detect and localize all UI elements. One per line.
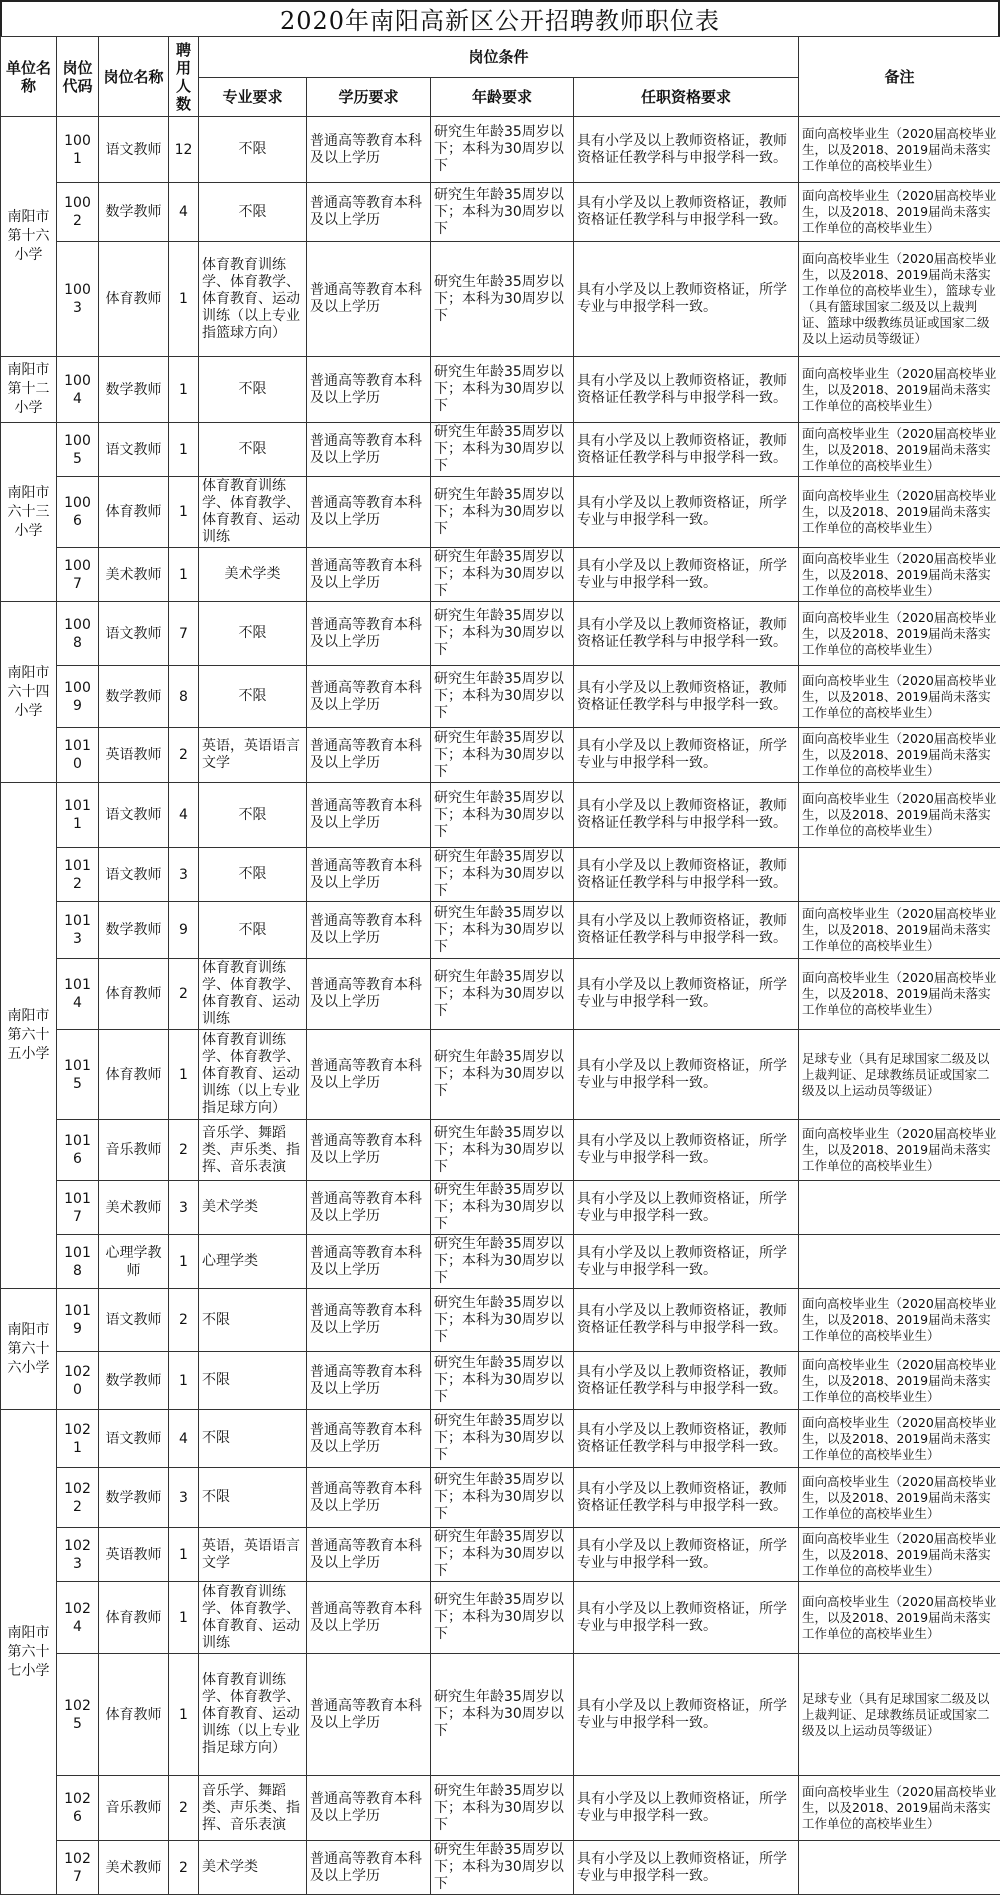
position-name-cell: 心理学教师 — [99, 1235, 169, 1289]
qualification-cell: 具有小学及以上教师资格证，教师资格证任教学科与申报学科一致。 — [574, 1289, 799, 1352]
qualification-cell: 具有小学及以上教师资格证，教师资格证任教学科与申报学科一致。 — [574, 848, 799, 902]
note-cell: 面向高校毕业生（2020届高校毕业生，以及2018、2019届尚未落实工作单位的高校毕业生） — [799, 423, 1000, 477]
header-qualification: 任职资格要求 — [574, 78, 799, 117]
hire-count-cell: 2 — [169, 728, 199, 783]
major-cell: 不限 — [199, 1289, 307, 1352]
position-code-cell: 1019 — [57, 1289, 99, 1352]
position-name-cell: 体育教师 — [99, 242, 169, 357]
age-cell: 研究生年龄35周岁以下；本科为30周岁以下 — [431, 902, 574, 959]
position-code-cell: 1016 — [57, 1120, 99, 1181]
position-name-cell: 美术教师 — [99, 1181, 169, 1235]
position-name-cell: 美术教师 — [99, 1841, 169, 1895]
position-name-cell: 体育教师 — [99, 1654, 169, 1776]
note-cell — [799, 1841, 1000, 1895]
hire-count-cell: 1 — [169, 1235, 199, 1289]
position-code-cell: 1001 — [57, 117, 99, 183]
hire-count-cell: 8 — [169, 666, 199, 728]
hire-count-cell: 4 — [169, 1410, 199, 1468]
hire-count-cell: 1 — [169, 1654, 199, 1776]
education-cell: 普通高等教育本科及以上学历 — [307, 728, 431, 783]
age-cell: 研究生年龄35周岁以下；本科为30周岁以下 — [431, 117, 574, 183]
table-row — [1, 357, 1000, 423]
age-cell: 研究生年龄35周岁以下；本科为30周岁以下 — [431, 1468, 574, 1528]
education-cell: 普通高等教育本科及以上学历 — [307, 183, 431, 242]
table-row — [1, 423, 1000, 477]
note-cell: 面向高校毕业生（2020届高校毕业生，以及2018、2019届尚未落实工作单位的高校毕业生） — [799, 1352, 1000, 1410]
position-code-cell: 1013 — [57, 902, 99, 959]
education-cell: 普通高等教育本科及以上学历 — [307, 1528, 431, 1582]
qualification-cell: 具有小学及以上教师资格证，教师资格证任教学科与申报学科一致。 — [574, 666, 799, 728]
note-cell: 面向高校毕业生（2020届高校毕业生，以及2018、2019届尚未落实工作单位的高校毕业生） — [799, 357, 1000, 423]
qualification-cell: 具有小学及以上教师资格证，所学专业与申报学科一致。 — [574, 1841, 799, 1895]
qualification-cell: 具有小学及以上教师资格证，教师资格证任教学科与申报学科一致。 — [574, 602, 799, 666]
position-code-cell: 1011 — [57, 783, 99, 848]
table-row — [1, 666, 1000, 728]
major-cell: 体育教育训练学、体育教学、体育教育、运动训练（以上专业指足球方向） — [199, 1654, 307, 1776]
age-cell: 研究生年龄35周岁以下；本科为30周岁以下 — [431, 728, 574, 783]
position-code-cell: 1007 — [57, 548, 99, 602]
position-code-cell: 1012 — [57, 848, 99, 902]
header-conditions: 岗位条件 — [199, 37, 799, 78]
age-cell: 研究生年龄35周岁以下；本科为30周岁以下 — [431, 1776, 574, 1841]
age-cell: 研究生年龄35周岁以下；本科为30周岁以下 — [431, 1352, 574, 1410]
major-cell: 体育教育训练学、体育教学、体育教育、运动训练 — [199, 959, 307, 1030]
age-cell: 研究生年龄35周岁以下；本科为30周岁以下 — [431, 1654, 574, 1776]
major-cell: 音乐学、舞蹈类、声乐类、指挥、音乐表演 — [199, 1776, 307, 1841]
major-cell: 不限 — [199, 183, 307, 242]
major-cell: 不限 — [199, 357, 307, 423]
table-row — [1, 1654, 1000, 1776]
qualification-cell: 具有小学及以上教师资格证，教师资格证任教学科与申报学科一致。 — [574, 183, 799, 242]
positions-table — [0, 36, 1000, 1895]
major-cell: 英语，英语语言文学 — [199, 1528, 307, 1582]
age-cell: 研究生年龄35周岁以下；本科为30周岁以下 — [431, 242, 574, 357]
table-row — [1, 1528, 1000, 1582]
age-cell: 研究生年龄35周岁以下；本科为30周岁以下 — [431, 357, 574, 423]
major-cell: 不限 — [199, 1410, 307, 1468]
position-name-cell: 语文教师 — [99, 602, 169, 666]
note-cell: 面向高校毕业生（2020届高校毕业生，以及2018、2019届尚未落实工作单位的高校毕业生） — [799, 1776, 1000, 1841]
education-cell: 普通高等教育本科及以上学历 — [307, 1654, 431, 1776]
position-code-cell: 1005 — [57, 423, 99, 477]
header-major: 专业要求 — [199, 78, 307, 117]
position-name-cell: 语文教师 — [99, 117, 169, 183]
major-cell: 不限 — [199, 423, 307, 477]
position-name-cell: 语文教师 — [99, 423, 169, 477]
hire-count-cell: 1 — [169, 548, 199, 602]
major-cell: 不限 — [199, 902, 307, 959]
qualification-cell: 具有小学及以上教师资格证，所学专业与申报学科一致。 — [574, 1235, 799, 1289]
education-cell: 普通高等教育本科及以上学历 — [307, 357, 431, 423]
position-code-cell: 1025 — [57, 1654, 99, 1776]
table-row — [1, 1289, 1000, 1352]
hire-count-cell: 2 — [169, 1289, 199, 1352]
hire-count-cell: 1 — [169, 357, 199, 423]
qualification-cell: 具有小学及以上教师资格证，教师资格证任教学科与申报学科一致。 — [574, 423, 799, 477]
education-cell: 普通高等教育本科及以上学历 — [307, 1181, 431, 1235]
position-name-cell: 英语教师 — [99, 1528, 169, 1582]
major-cell: 不限 — [199, 783, 307, 848]
education-cell: 普通高等教育本科及以上学历 — [307, 1235, 431, 1289]
hire-count-cell: 12 — [169, 117, 199, 183]
header-education: 学历要求 — [307, 78, 431, 117]
position-code-cell: 1020 — [57, 1352, 99, 1410]
education-cell: 普通高等教育本科及以上学历 — [307, 1030, 431, 1120]
header-code: 岗位代码 — [57, 37, 99, 117]
note-cell: 面向高校毕业生（2020届高校毕业生，以及2018、2019届尚未落实工作单位的高校毕业生） — [799, 602, 1000, 666]
major-cell: 不限 — [199, 602, 307, 666]
position-name-cell: 数学教师 — [99, 902, 169, 959]
qualification-cell: 具有小学及以上教师资格证，所学专业与申报学科一致。 — [574, 1528, 799, 1582]
note-cell: 面向高校毕业生（2020届高校毕业生，以及2018、2019届尚未落实工作单位的高校毕业生） — [799, 728, 1000, 783]
note-cell: 面向高校毕业生（2020届高校毕业生，以及2018、2019届尚未落实工作单位的高校毕业生） — [799, 1289, 1000, 1352]
position-code-cell: 1027 — [57, 1841, 99, 1895]
note-cell: 面向高校毕业生（2020届高校毕业生，以及2018、2019届尚未落实工作单位的高校毕业生） — [799, 183, 1000, 242]
education-cell: 普通高等教育本科及以上学历 — [307, 783, 431, 848]
qualification-cell: 具有小学及以上教师资格证，所学专业与申报学科一致。 — [574, 1030, 799, 1120]
hire-count-cell: 3 — [169, 848, 199, 902]
unit-name-cell: 南阳市第十六小学 — [1, 117, 57, 357]
note-cell: 足球专业（具有足球国家二级及以上裁判证、足球教练员证或国家二级及以上运动员等级证） — [799, 1030, 1000, 1120]
qualification-cell: 具有小学及以上教师资格证，所学专业与申报学科一致。 — [574, 548, 799, 602]
hire-count-cell: 1 — [169, 423, 199, 477]
position-name-cell: 体育教师 — [99, 1582, 169, 1654]
education-cell: 普通高等教育本科及以上学历 — [307, 1468, 431, 1528]
major-cell: 不限 — [199, 1468, 307, 1528]
hire-count-cell: 1 — [169, 477, 199, 548]
table-row — [1, 1841, 1000, 1895]
unit-name-cell: 南阳市第十二小学 — [1, 357, 57, 423]
education-cell: 普通高等教育本科及以上学历 — [307, 1289, 431, 1352]
table-row — [1, 783, 1000, 848]
position-name-cell: 语文教师 — [99, 1410, 169, 1468]
position-name-cell: 语文教师 — [99, 1289, 169, 1352]
education-cell: 普通高等教育本科及以上学历 — [307, 117, 431, 183]
position-name-cell: 美术教师 — [99, 548, 169, 602]
table-row — [1, 117, 1000, 183]
position-name-cell: 音乐教师 — [99, 1120, 169, 1181]
unit-name-cell: 南阳市六十三小学 — [1, 423, 57, 602]
hire-count-cell: 2 — [169, 1776, 199, 1841]
education-cell: 普通高等教育本科及以上学历 — [307, 242, 431, 357]
table-row — [1, 548, 1000, 602]
position-code-cell: 1002 — [57, 183, 99, 242]
education-cell: 普通高等教育本科及以上学历 — [307, 602, 431, 666]
hire-count-cell: 1 — [169, 242, 199, 357]
table-row — [1, 1235, 1000, 1289]
hire-count-cell: 2 — [169, 959, 199, 1030]
position-code-cell: 1015 — [57, 1030, 99, 1120]
position-name-cell: 语文教师 — [99, 848, 169, 902]
position-name-cell: 数学教师 — [99, 357, 169, 423]
note-cell: 面向高校毕业生（2020届高校毕业生，以及2018、2019届尚未落实工作单位的高校毕业生） — [799, 959, 1000, 1030]
table-row — [1, 1468, 1000, 1528]
note-cell: 足球专业（具有足球国家二级及以上裁判证、足球教练员证或国家二级及以上运动员等级证） — [799, 1654, 1000, 1776]
position-name-cell: 数学教师 — [99, 1352, 169, 1410]
table-row — [1, 728, 1000, 783]
note-cell — [799, 1181, 1000, 1235]
table-row — [1, 1776, 1000, 1841]
hire-count-cell: 7 — [169, 602, 199, 666]
position-code-cell: 1006 — [57, 477, 99, 548]
position-name-cell: 体育教师 — [99, 959, 169, 1030]
page-title: 2020年南阳高新区公开招聘教师职位表 — [0, 0, 1000, 36]
position-code-cell: 1023 — [57, 1528, 99, 1582]
age-cell: 研究生年龄35周岁以下；本科为30周岁以下 — [431, 666, 574, 728]
note-cell: 面向高校毕业生（2020届高校毕业生，以及2018、2019届尚未落实工作单位的高校毕业生） — [799, 1528, 1000, 1582]
major-cell: 体育教育训练学、体育教学、体育教育、运动训练 — [199, 1582, 307, 1654]
table-row — [1, 1030, 1000, 1120]
major-cell: 英语，英语语言文学 — [199, 728, 307, 783]
unit-name-cell: 南阳市第六十五小学 — [1, 783, 57, 1289]
hire-count-cell: 4 — [169, 783, 199, 848]
age-cell: 研究生年龄35周岁以下；本科为30周岁以下 — [431, 1841, 574, 1895]
table-row — [1, 1181, 1000, 1235]
table-row — [1, 848, 1000, 902]
position-code-cell: 1018 — [57, 1235, 99, 1289]
note-cell: 面向高校毕业生（2020届高校毕业生，以及2018、2019届尚未落实工作单位的高校毕业生） — [799, 666, 1000, 728]
qualification-cell: 具有小学及以上教师资格证，所学专业与申报学科一致。 — [574, 1776, 799, 1841]
position-code-cell: 1008 — [57, 602, 99, 666]
age-cell: 研究生年龄35周岁以下；本科为30周岁以下 — [431, 783, 574, 848]
position-name-cell: 音乐教师 — [99, 1776, 169, 1841]
position-code-cell: 1022 — [57, 1468, 99, 1528]
table-row — [1, 183, 1000, 242]
position-code-cell: 1026 — [57, 1776, 99, 1841]
age-cell: 研究生年龄35周岁以下；本科为30周岁以下 — [431, 183, 574, 242]
hire-count-cell: 1 — [169, 1582, 199, 1654]
education-cell: 普通高等教育本科及以上学历 — [307, 1352, 431, 1410]
age-cell: 研究生年龄35周岁以下；本科为30周岁以下 — [431, 423, 574, 477]
header-position: 岗位名称 — [99, 37, 169, 117]
major-cell: 音乐学、舞蹈类、声乐类、指挥、音乐表演 — [199, 1120, 307, 1181]
hire-count-cell: 3 — [169, 1181, 199, 1235]
hire-count-cell: 2 — [169, 1841, 199, 1895]
unit-name-cell: 南阳市第六十七小学 — [1, 1410, 57, 1895]
table-body — [1, 117, 1000, 1895]
position-code-cell: 1021 — [57, 1410, 99, 1468]
note-cell: 面向高校毕业生（2020届高校毕业生，以及2018、2019届尚未落实工作单位的高校毕业生） — [799, 1582, 1000, 1654]
position-code-cell: 1024 — [57, 1582, 99, 1654]
position-code-cell: 1009 — [57, 666, 99, 728]
note-cell: 面向高校毕业生（2020届高校毕业生，以及2018、2019届尚未落实工作单位的高校毕业生） — [799, 1120, 1000, 1181]
table-row — [1, 959, 1000, 1030]
qualification-cell: 具有小学及以上教师资格证，所学专业与申报学科一致。 — [574, 477, 799, 548]
qualification-cell: 具有小学及以上教师资格证，教师资格证任教学科与申报学科一致。 — [574, 1352, 799, 1410]
table-row — [1, 1582, 1000, 1654]
header-age: 年龄要求 — [431, 78, 574, 117]
position-name-cell: 体育教师 — [99, 477, 169, 548]
major-cell: 体育教育训练学、体育教学、体育教育、运动训练 — [199, 477, 307, 548]
education-cell: 普通高等教育本科及以上学历 — [307, 1841, 431, 1895]
note-cell: 面向高校毕业生（2020届高校毕业生，以及2018、2019届尚未落实工作单位的高校毕业生） — [799, 1410, 1000, 1468]
major-cell: 美术学类 — [199, 548, 307, 602]
position-name-cell: 体育教师 — [99, 1030, 169, 1120]
position-name-cell: 英语教师 — [99, 728, 169, 783]
position-name-cell: 数学教师 — [99, 183, 169, 242]
major-cell: 体育教育训练学、体育教学、体育教育、运动训练（以上专业指篮球方向） — [199, 242, 307, 357]
age-cell: 研究生年龄35周岁以下；本科为30周岁以下 — [431, 959, 574, 1030]
hire-count-cell: 3 — [169, 1468, 199, 1528]
education-cell: 普通高等教育本科及以上学历 — [307, 423, 431, 477]
major-cell: 美术学类 — [199, 1841, 307, 1895]
qualification-cell: 具有小学及以上教师资格证，所学专业与申报学科一致。 — [574, 242, 799, 357]
age-cell: 研究生年龄35周岁以下；本科为30周岁以下 — [431, 1030, 574, 1120]
education-cell: 普通高等教育本科及以上学历 — [307, 1410, 431, 1468]
education-cell: 普通高等教育本科及以上学历 — [307, 1582, 431, 1654]
note-cell: 面向高校毕业生（2020届高校毕业生，以及2018、2019届尚未落实工作单位的高校毕业生） — [799, 1468, 1000, 1528]
unit-name-cell: 南阳市第六十六小学 — [1, 1289, 57, 1410]
table-row — [1, 1352, 1000, 1410]
education-cell: 普通高等教育本科及以上学历 — [307, 1776, 431, 1841]
education-cell: 普通高等教育本科及以上学历 — [307, 848, 431, 902]
age-cell: 研究生年龄35周岁以下；本科为30周岁以下 — [431, 1181, 574, 1235]
age-cell: 研究生年龄35周岁以下；本科为30周岁以下 — [431, 1289, 574, 1352]
note-cell — [799, 848, 1000, 902]
hire-count-cell: 4 — [169, 183, 199, 242]
qualification-cell: 具有小学及以上教师资格证，所学专业与申报学科一致。 — [574, 728, 799, 783]
education-cell: 普通高等教育本科及以上学历 — [307, 902, 431, 959]
position-name-cell: 语文教师 — [99, 783, 169, 848]
age-cell: 研究生年龄35周岁以下；本科为30周岁以下 — [431, 1528, 574, 1582]
education-cell: 普通高等教育本科及以上学历 — [307, 1120, 431, 1181]
major-cell: 不限 — [199, 117, 307, 183]
major-cell: 不限 — [199, 666, 307, 728]
major-cell: 体育教育训练学、体育教学、体育教育、运动训练（以上专业指足球方向） — [199, 1030, 307, 1120]
education-cell: 普通高等教育本科及以上学历 — [307, 548, 431, 602]
hire-count-cell: 1 — [169, 1030, 199, 1120]
age-cell: 研究生年龄35周岁以下；本科为30周岁以下 — [431, 1235, 574, 1289]
note-cell: 面向高校毕业生（2020届高校毕业生，以及2018、2019届尚未落实工作单位的高校毕业生） — [799, 783, 1000, 848]
header-unit: 单位名称 — [1, 37, 57, 117]
qualification-cell: 具有小学及以上教师资格证，教师资格证任教学科与申报学科一致。 — [574, 783, 799, 848]
qualification-cell: 具有小学及以上教师资格证，教师资格证任教学科与申报学科一致。 — [574, 1468, 799, 1528]
table-row — [1, 477, 1000, 548]
qualification-cell: 具有小学及以上教师资格证，所学专业与申报学科一致。 — [574, 959, 799, 1030]
table-row — [1, 602, 1000, 666]
header-count: 聘用人数 — [169, 37, 199, 117]
qualification-cell: 具有小学及以上教师资格证，所学专业与申报学科一致。 — [574, 1120, 799, 1181]
position-code-cell: 1017 — [57, 1181, 99, 1235]
age-cell: 研究生年龄35周岁以下；本科为30周岁以下 — [431, 1582, 574, 1654]
position-code-cell: 1004 — [57, 357, 99, 423]
note-cell: 面向高校毕业生（2020届高校毕业生，以及2018、2019届尚未落实工作单位的高校毕业生） — [799, 477, 1000, 548]
header-note: 备注 — [799, 37, 1000, 117]
position-code-cell: 1014 — [57, 959, 99, 1030]
major-cell: 不限 — [199, 848, 307, 902]
education-cell: 普通高等教育本科及以上学历 — [307, 477, 431, 548]
position-name-cell: 数学教师 — [99, 666, 169, 728]
hire-count-cell: 9 — [169, 902, 199, 959]
education-cell: 普通高等教育本科及以上学历 — [307, 666, 431, 728]
hire-count-cell: 1 — [169, 1352, 199, 1410]
age-cell: 研究生年龄35周岁以下；本科为30周岁以下 — [431, 548, 574, 602]
qualification-cell: 具有小学及以上教师资格证，所学专业与申报学科一致。 — [574, 1654, 799, 1776]
position-code-cell: 1010 — [57, 728, 99, 783]
note-cell — [799, 1235, 1000, 1289]
table-row — [1, 1410, 1000, 1468]
note-cell: 面向高校毕业生（2020届高校毕业生，以及2018、2019届尚未落实工作单位的高校毕业生） — [799, 548, 1000, 602]
note-cell: 面向高校毕业生（2020届高校毕业生，以及2018、2019届尚未落实工作单位的高校毕业生） — [799, 117, 1000, 183]
education-cell: 普通高等教育本科及以上学历 — [307, 959, 431, 1030]
age-cell: 研究生年龄35周岁以下；本科为30周岁以下 — [431, 1120, 574, 1181]
table-row — [1, 242, 1000, 357]
major-cell: 不限 — [199, 1352, 307, 1410]
table-row — [1, 902, 1000, 959]
note-cell: 面向高校毕业生（2020届高校毕业生，以及2018、2019届尚未落实工作单位的高校毕业生） — [799, 902, 1000, 959]
major-cell: 心理学类 — [199, 1235, 307, 1289]
unit-name-cell: 南阳市六十四小学 — [1, 602, 57, 783]
qualification-cell: 具有小学及以上教师资格证，所学专业与申报学科一致。 — [574, 1181, 799, 1235]
age-cell: 研究生年龄35周岁以下；本科为30周岁以下 — [431, 848, 574, 902]
position-name-cell: 数学教师 — [99, 1468, 169, 1528]
age-cell: 研究生年龄35周岁以下；本科为30周岁以下 — [431, 477, 574, 548]
hire-count-cell: 1 — [169, 1528, 199, 1582]
age-cell: 研究生年龄35周岁以下；本科为30周岁以下 — [431, 602, 574, 666]
hire-count-cell: 2 — [169, 1120, 199, 1181]
position-code-cell: 1003 — [57, 242, 99, 357]
major-cell: 美术学类 — [199, 1181, 307, 1235]
qualification-cell: 具有小学及以上教师资格证，所学专业与申报学科一致。 — [574, 1582, 799, 1654]
qualification-cell: 具有小学及以上教师资格证，教师资格证任教学科与申报学科一致。 — [574, 902, 799, 959]
table-row — [1, 1120, 1000, 1181]
note-cell: 面向高校毕业生（2020届高校毕业生，以及2018、2019届尚未落实工作单位的高校毕业生），篮球专业（具有篮球国家二级及以上裁判证、篮球中级教练员证或国家二级及以上运动员等级证） — [799, 242, 1000, 357]
qualification-cell: 具有小学及以上教师资格证，教师资格证任教学科与申报学科一致。 — [574, 117, 799, 183]
qualification-cell: 具有小学及以上教师资格证，教师资格证任教学科与申报学科一致。 — [574, 357, 799, 423]
qualification-cell: 具有小学及以上教师资格证，教师资格证任教学科与申报学科一致。 — [574, 1410, 799, 1468]
age-cell: 研究生年龄35周岁以下；本科为30周岁以下 — [431, 1410, 574, 1468]
